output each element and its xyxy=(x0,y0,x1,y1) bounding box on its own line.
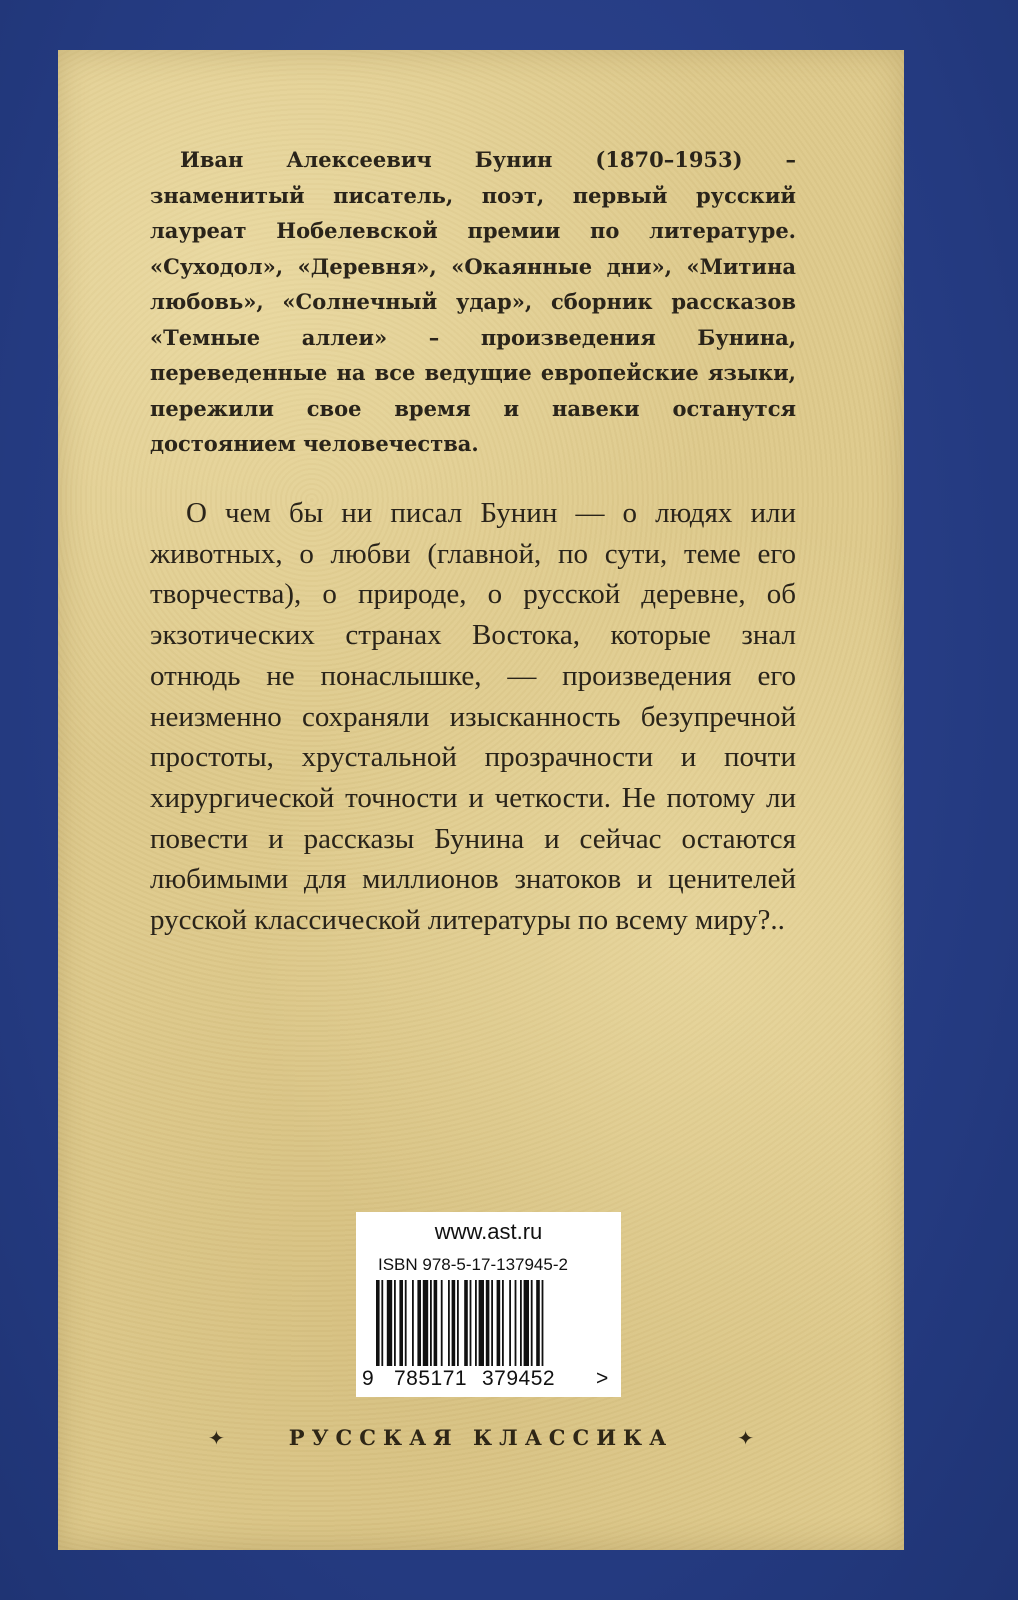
series-label: РУССКАЯ КЛАССИКА xyxy=(288,1425,674,1450)
barcode-digits-right: 379452 xyxy=(482,1367,556,1390)
publisher-url: www.ast.ru xyxy=(434,1219,543,1244)
barcode-digit-first: 9 xyxy=(362,1367,375,1390)
isbn-label: ISBN 978-5-17-137945-2 xyxy=(378,1255,568,1274)
barcode-block xyxy=(356,1212,621,1397)
barcode-icon xyxy=(374,1280,603,1368)
ornament-left-icon: ✦ xyxy=(208,1425,225,1450)
parchment-panel xyxy=(58,50,904,1550)
series-footer xyxy=(208,1425,754,1450)
book-description: О чем бы ни писал Бунин — о людях или животных, о любви (главной, по сути, теме его творчества), о природе, о русской деревне, об экзотических странах Востока, которые знал отнюдь не понаслышке, — произведения его неизменно сохраняли изысканность безупречной простоты, хрустальной прозрачности и почти хирургической точности и четкости. Не потому ли повести и рассказы Бунина и сейчас остаются любимыми для миллионов знатоков и ценителей русской классической литературы по всему миру?.. xyxy=(150,497,796,937)
author-bio: Иван Алексеевич Бунин (1870–1953) – знаменитый писатель, поэт, первый русский лауреат Нобелевской премии по литературе. «Суходол», «Деревня», «Окаянные дни», «Митина любовь», «Солнечный удар», сборник рассказов «Темные аллеи» – произведения Бунина, переведенные на все ведущие европейские языки, пережили свое время и навеки останутся достоянием человечества. xyxy=(150,147,796,456)
barcode-arrow: > xyxy=(596,1367,609,1390)
ornament-right-icon: ✦ xyxy=(737,1425,754,1450)
barcode-digits-left: 785171 xyxy=(394,1367,468,1390)
